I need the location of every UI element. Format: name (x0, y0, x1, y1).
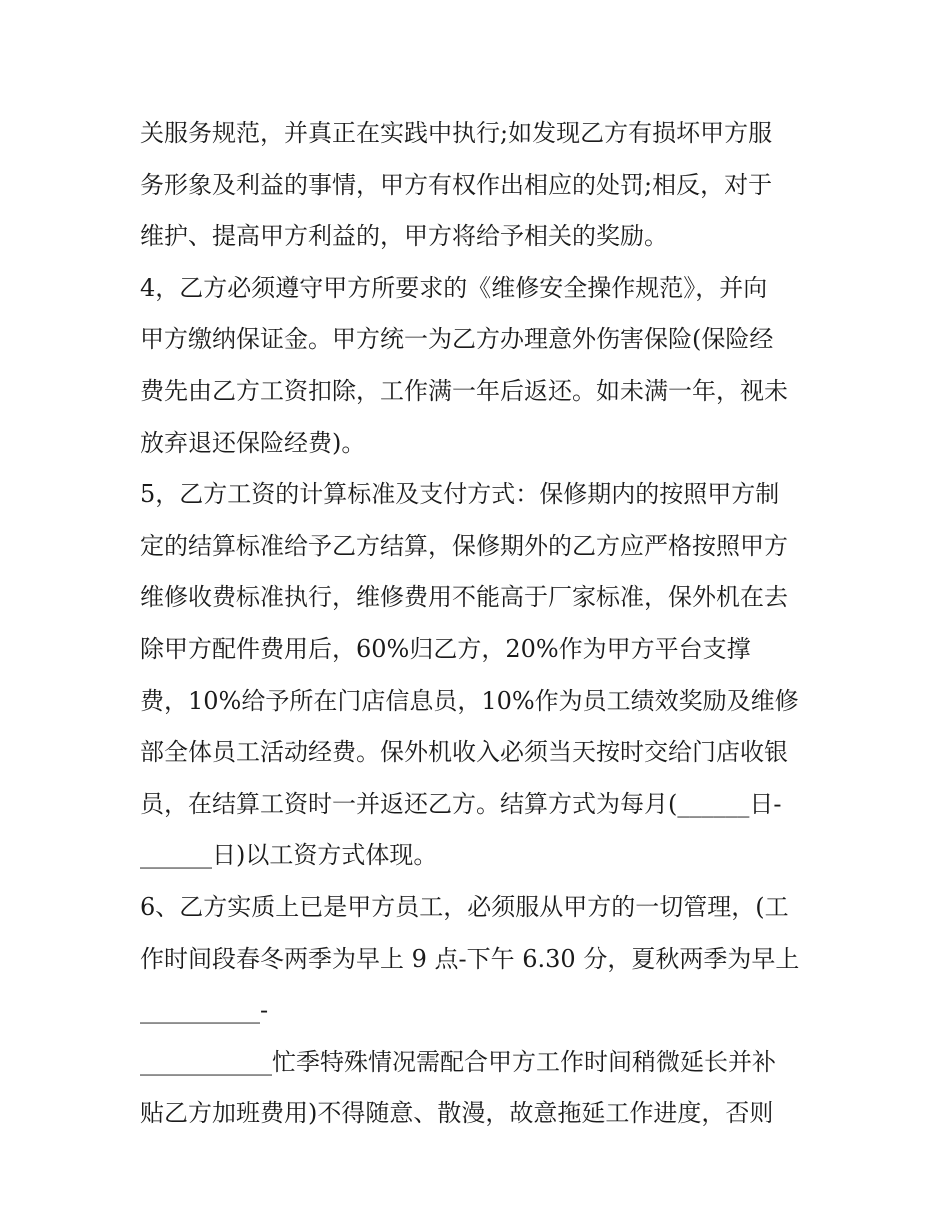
text-line: 费，10%给予所在门店信息员，10%作为员工绩效奖励及维修 (140, 686, 799, 715)
text-line: 员，在结算工资时一并返还乙方。结算方式为每月(______日- (140, 789, 782, 818)
document-body (140, 108, 820, 1140)
text-line: ______日)以工资方式体现。 (140, 841, 438, 870)
text-line: 务形象及利益的事情，甲方有权作出相应的处罚;相反，对于 (140, 170, 773, 199)
text-line: 5，乙方工资的计算标准及支付方式：保修期内的按照甲方制 (140, 480, 780, 509)
text-line: 作时间段春冬两季为早上 9 点-下午 6.30 分，夏秋两季为早上 (140, 944, 800, 973)
text-line: __________- (140, 996, 269, 1025)
text-line: 贴乙方加班费用)不得随意、散漫，故意拖延工作进度，否则 (140, 1099, 774, 1128)
text-line: 定的结算标准给予乙方结算，保修期外的乙方应严格按照甲方 (140, 531, 788, 560)
text-line: 除甲方配件费用后，60%归乙方，20%作为甲方平台支撑 (140, 634, 751, 663)
text-line: 甲方缴纳保证金。甲方统一为乙方办理意外伤害保险(保险经 (140, 325, 774, 354)
text-line: 维护、提高甲方利益的，甲方将给予相关的奖励。 (140, 222, 668, 251)
text-line: 放弃退还保险经费)。 (140, 428, 366, 457)
text-line: 费先由乙方工资扣除，工作满一年后返还。如未满一年，视未 (140, 376, 788, 405)
text-line: 6、乙方实质上已是甲方员工，必须服从甲方的一切管理，(工 (140, 892, 789, 921)
text-line: 维修收费标准执行，维修费用不能高于厂家标准，保外机在去 (140, 583, 788, 612)
text-line: 4，乙方必须遵守甲方所要求的《维修安全操作规范》，并向 (140, 273, 768, 302)
text-line: 部全体员工活动经费。保外机收入必须当天按时交给门店收银 (140, 738, 788, 767)
text-line: 关服务规范，并真正在实践中执行;如发现乙方有损坏甲方服 (140, 119, 773, 147)
text-line: ___________忙季特殊情况需配合甲方工作时间稍微延长并补 (140, 1047, 776, 1076)
